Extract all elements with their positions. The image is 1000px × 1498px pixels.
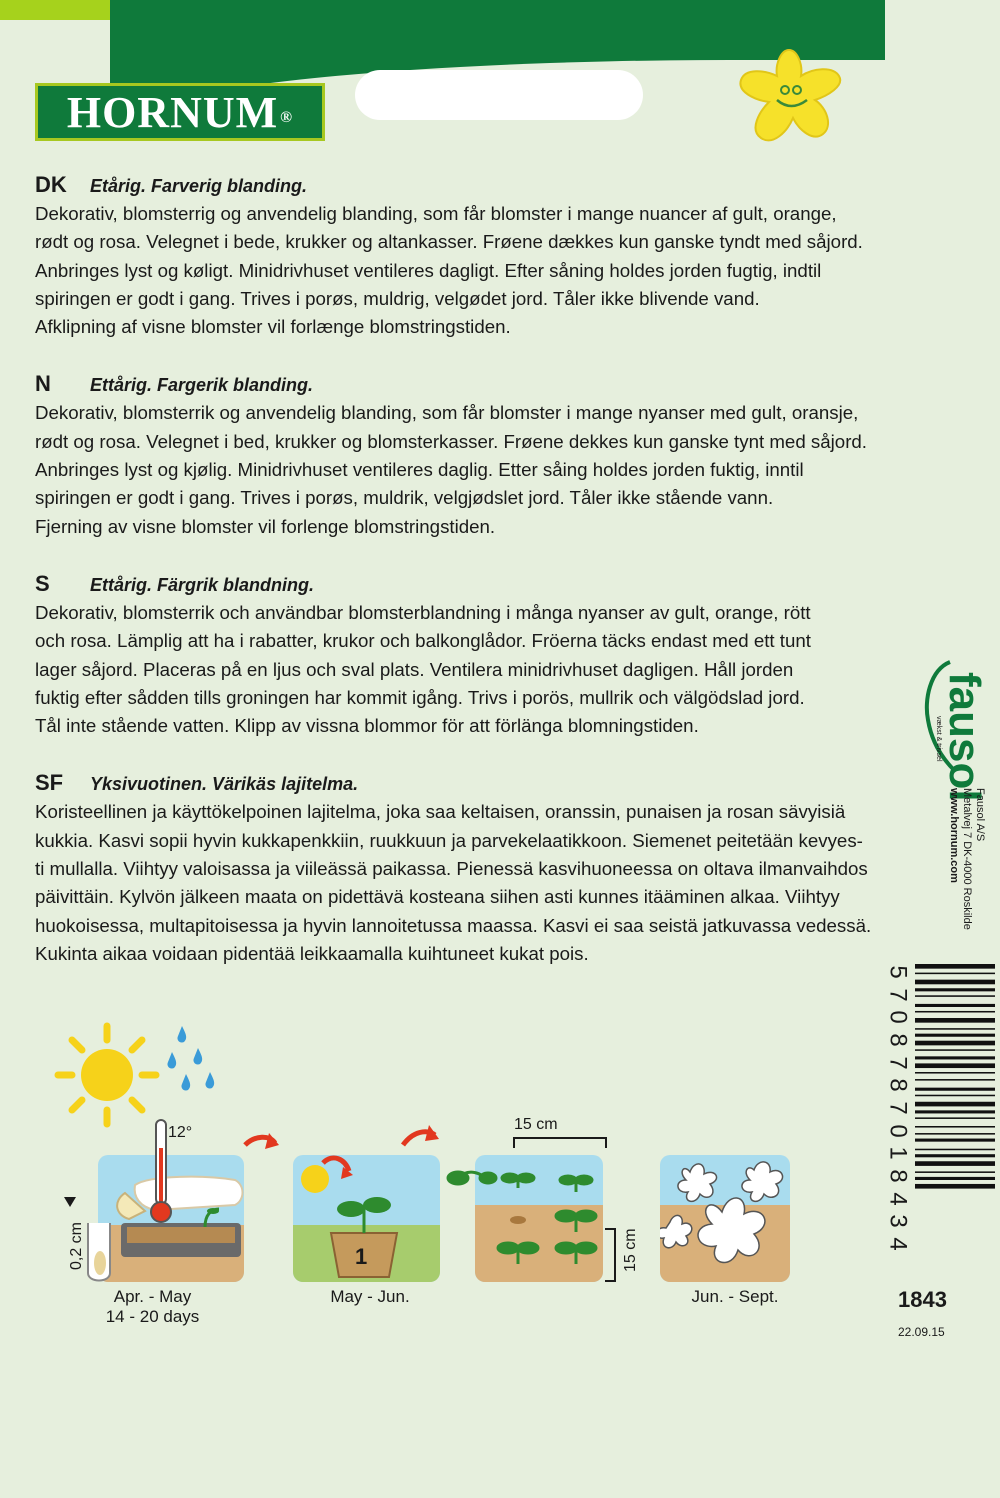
barcode-digit: 7 [884, 987, 912, 1002]
barcode-bar [915, 1088, 995, 1091]
barcode-bar [915, 1133, 995, 1135]
barcode-bars [915, 962, 995, 1254]
flowers-icon [660, 1150, 795, 1285]
barcode-bar [915, 1184, 995, 1189]
step3-period: Jun. - Sept. [691, 1287, 779, 1306]
barcode-digit: 7 [884, 1055, 912, 1070]
label-pill [355, 70, 643, 120]
barcode-bar [915, 1049, 995, 1051]
barcode-digit: 8 [884, 1033, 912, 1047]
corner-accent [0, 0, 110, 20]
plant-spacing: 15 cm [514, 1116, 558, 1133]
depth-label: 0,2 cm [68, 1221, 85, 1270]
barcode-bar [915, 973, 995, 975]
barcode [885, 962, 995, 1254]
barcode-bar [915, 964, 995, 969]
fausol-logo: fausol [940, 672, 989, 802]
fausol-tagline: vækst & trivsel [935, 716, 942, 762]
barcode-bar [915, 1149, 995, 1151]
section-text: Dekorativ, blomsterrig og anvendelig blanding, som får blomster i mange nuancer af gult, orange, rødt og rosa. Velegnet i bede, krukker og altankasser. Frøene dækkes kun ganske tyndt med såjord. Anbringes lyst og køligt. Minidrivhuset ventileres dagligt. Efter såning holdes jorden fugtig, indtil spiringen er godt i gang. Trives i porøs, muldrig, velgødet jord. Tåler ikke blivende vand. Afklipning af visne blomster vil forlænge blomstringstiden. [35, 203, 863, 338]
section-title: Yksivuotinen. Värikäs lajitelma. [90, 774, 359, 795]
barcode-digit: 5 [884, 965, 912, 979]
barcode-bar [915, 1095, 995, 1097]
barcode-bar [915, 1063, 995, 1068]
section-title: Ettårig. Färgrik blandning. [90, 574, 315, 595]
barcode-bar [915, 1177, 995, 1180]
barcode-digit: 4 [884, 1191, 912, 1206]
section-text: Koristeellinen ja käyttökelpoinen lajitelma, joka saa keltaisen, oranssin, punaisen ja rosan sävyisiä kukkia. Kasvi sopii hyvin kukkapenkkiin, ruukkuun ja parvekelaatikkoon. Siemenet peitetään kevyes- ti mullalla. Viihtyy valoisassa ja viileässä paikassa. Pienessä kasvihuoneessa on oltava ilmanvaihdos päivittäin. Kylvön jälkeen maata on pidettävä kosteana siihen asti kunnes itääminen alkaa. Viihtyy huokoisessa, multapitoisessa ja hyvin lannoitetussa maassa. Kasvi ei saa seistä jatkuvassa vedessä. Kukinta aikaa voidaan pidentää leikkaamalla kuihtuneet kukat pois. [35, 801, 872, 964]
barcode-bar [915, 980, 995, 985]
barcode-bar [915, 1079, 995, 1081]
spacing-bracket-icon [510, 1134, 610, 1150]
barcode-bar [915, 988, 995, 991]
barcode-bar [915, 1102, 995, 1107]
barcode-digit: 8 [884, 1169, 912, 1183]
row-spacing: 15 cm [622, 1228, 639, 1272]
barcode-bar [915, 1034, 995, 1037]
section-s [35, 571, 915, 740]
spaced-seedlings-icon [438, 1148, 618, 1288]
barcode-digit: 0 [884, 1010, 912, 1024]
company-website: www.hornum.com [948, 788, 960, 883]
section-sf [35, 770, 915, 968]
barcode-bar [915, 1126, 995, 1128]
barcode-bar [915, 1028, 995, 1030]
barcode-bar [915, 1072, 995, 1074]
pot-number: 1 [355, 1244, 368, 1269]
barcode-bar [915, 1018, 995, 1023]
barcode-bar [915, 995, 995, 997]
barcode-digit: 4 [884, 1237, 912, 1251]
print-date: 22.09.15 [898, 1325, 945, 1339]
company-name: Fausol A/S [974, 788, 986, 842]
barcode-digit: 8 [884, 1078, 912, 1092]
company-street: Metalvej 7 DK-4000 Roskilde [961, 788, 973, 930]
section-text: Dekorativ, blomsterrik og anvendelig blanding, som får blomster i mange nyanser med gult, oransje, rødt og rosa. Velegnet i bed, krukker og blomsterkasser. Frøene dekkes kun ganske tynt med såjord. Anbringes lyst og kjølig. Minidrivhuset ventileres daglig. Etter såing holdes jorden fuktig, inntil spiringen er godt i gang. Trives i porøs, muldrik, velgjødslet jord. Tåler ikke stående vann. Fjerning av visne blomster vil forlenge blomstringstiden. [35, 402, 868, 537]
barcode-bar [915, 1117, 995, 1119]
brand-name: HORNUM [66, 87, 279, 137]
language-code: N [35, 371, 51, 397]
smiling-flower-icon [715, 42, 865, 152]
temperature-label: 12° [168, 1124, 193, 1141]
company-address [947, 788, 986, 930]
barcode-bar [915, 1161, 995, 1166]
barcode-bar [915, 1171, 995, 1173]
language-code: DK [35, 172, 67, 197]
barcode-digit: 3 [884, 1214, 912, 1228]
hornum-logo [35, 83, 325, 141]
barcode-bar [915, 1011, 995, 1013]
step1-days: 14 - 20 days [105, 1307, 200, 1326]
mini-greenhouse-icon [95, 1105, 295, 1285]
barcode-bar [915, 1139, 995, 1142]
step2-period: May - Jun. [330, 1287, 410, 1306]
barcode-digit: 1 [884, 1146, 912, 1160]
product-number: 1843 [898, 1287, 947, 1312]
barcode-bar [915, 1041, 995, 1046]
barcode-bar [915, 1154, 995, 1157]
registered-mark: ® [280, 109, 294, 126]
sowing-guide [40, 1010, 840, 1360]
instructions [35, 172, 915, 998]
language-code: S [35, 570, 50, 596]
section-text: Dekorativ, blomsterrik och användbar blomsterblandning i många nyanser av gult, orange, rött och rosa. Lämplig att ha i rabatter, krukor och balkonglådor. Fröerna täcks endast med ett tunt lager såjord. Placeras på en ljus och sval plats. Ventilera minidrivhuset dagligen. Håll jorden fuktig efter sådden tills groningen har kommit igång. Trivs i porös, mullrik och välgödslad jord. Tål inte stående vatten. Klipp av vissna blommor för att förlänga blomningstiden. [35, 601, 811, 737]
section-n [35, 371, 915, 540]
barcode-bar [915, 1056, 995, 1059]
barcode-bar [915, 1004, 995, 1007]
barcode-digit: 7 [884, 1101, 912, 1115]
barcode-bar [915, 1110, 995, 1113]
barcode-digit: 0 [884, 1123, 912, 1138]
water-drops-icon [160, 1022, 220, 1112]
section-title: Etårig. Farverig blanding. [90, 176, 308, 196]
language-code: SF [35, 770, 64, 796]
section-title: Ettårig. Fargerik blanding. [90, 375, 314, 396]
section-dk [35, 172, 915, 341]
step1-period: Apr. - May [113, 1287, 192, 1306]
barcode-digits [885, 962, 911, 1254]
row-bracket-icon [603, 1225, 619, 1285]
